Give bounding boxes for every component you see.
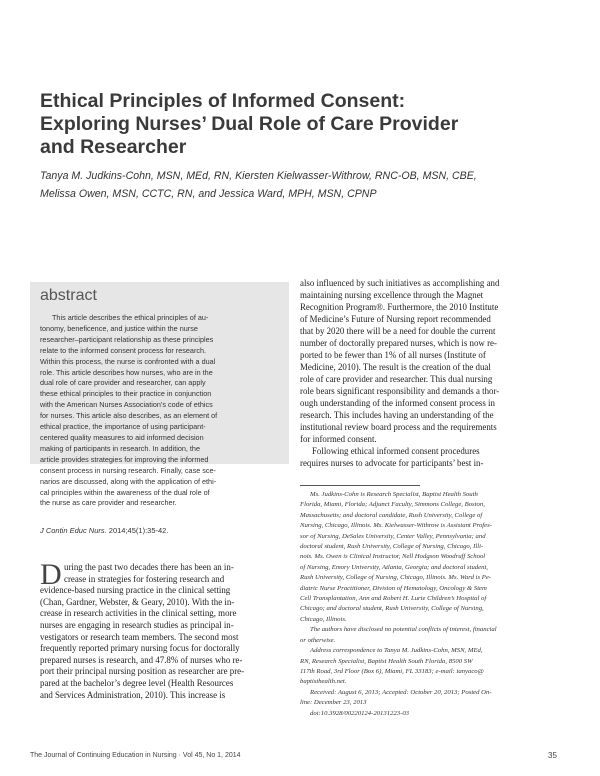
title-line: Exploring Nurses’ Dual Role of Care Provider — [40, 113, 459, 135]
footnote-line: Chicago, Illinois. — [300, 615, 347, 623]
title-line: Ethical Principles of Informed Consent: — [40, 90, 406, 112]
abstract-line: for nurses. This article also describes, as an element of — [40, 411, 218, 421]
page-number: 35 — [548, 751, 557, 760]
article-title — [40, 90, 560, 159]
body-line: port their principal nursing position as researcher are pre- — [40, 666, 245, 677]
abstract-line: ethical practice, the importance of using participant- — [40, 422, 206, 432]
abstract-line: narios are discussed, along with the application of ethi- — [40, 476, 217, 486]
abstract-line: researcher–participant relationship as these principles — [40, 334, 214, 344]
footnote-line: diatric Nurse Practitioner, Division of Hematology, Oncology & Stem — [300, 584, 487, 592]
footnote-line: Address correspondence to Tanya M. Judkins-Cohn, MSN, MEd, — [310, 647, 483, 655]
abstract-line: tonomy, beneficence, and justice within the nurse — [40, 323, 198, 333]
body-line: for informed consent. — [300, 434, 377, 444]
abstract-line: consent process in nursing research. Finally, case sce- — [40, 465, 216, 475]
body-line: vestigators or research team members. The second most — [40, 631, 239, 642]
body-line: and Services Administration, 2010). This increase is — [40, 689, 226, 700]
body-line: requires nurses to advocate for participants’ best in- — [300, 458, 484, 468]
citation-journal: J Contin Educ Nurs. — [40, 526, 107, 535]
abstract-line: article provides strategies for improving the informed — [40, 454, 209, 464]
footnote-line: sor of Nursing, DeSales University, Center Valley, Pennsylvania; and — [300, 532, 486, 540]
footnote-line: Rush University, College of Nursing, Chicago, Illinois. Ms. Ward is Pe- — [300, 574, 492, 582]
footnote-line: of Nursing, Emory University, Atlanta, Georgia; and doctoral student, — [300, 563, 488, 571]
body-line: of Medicine’s Future of Nursing report recommended — [300, 314, 491, 324]
body-line: maintaining nursing excellence through the Magnet — [300, 290, 484, 300]
footnote-line: or otherwise. — [300, 636, 336, 644]
abstract-line: Within this process, the nurse is confronted with a dual — [40, 356, 216, 366]
body-line: frequently reported primary nursing focus for doctorally — [40, 643, 240, 654]
footnote-line: nois. Ms. Owen is Clinical Instructor, Nell Hodgson Woodruff School — [300, 553, 486, 561]
citation-volume: 2014;45(1):35-42. — [106, 526, 169, 535]
footnote-line: Received: August 6, 2013; Accepted: October 20, 2013; Posted On- — [310, 688, 492, 696]
author-line: Tanya M. Judkins-Cohn, MSN, MEd, RN, Kiersten Kielwasser-Withrow, RNC-OB, MSN, CBE, — [40, 170, 477, 182]
body-line: role of care provider and researcher. This dual nursing — [300, 374, 493, 384]
abstract-line: cal principles within the awareness of the dual role of — [40, 487, 210, 497]
body-line: ported to be fewer than 1% of all nurses (Institute of — [300, 350, 486, 360]
body-line: nurses are engaging in research studies as principal in- — [40, 619, 234, 630]
body-line: institutional review board process and the requirements — [300, 422, 497, 432]
body-line: pared at the bachelor’s degree level (Health Resources — [40, 677, 234, 688]
footnote-line: Chicago; and doctoral student, Rush University, College of Nursing, — [300, 605, 484, 613]
abstract-line: This article describes the ethical principles of au- — [52, 313, 209, 322]
abstract-line: these ethical principles to their practice in conjunction — [40, 389, 212, 399]
footnote-line: Florida, Miami, Florida; Adjunct Faculty, Simmons College, Boston, — [300, 501, 485, 509]
body-line: number of doctorally prepared nurses, which is now re- — [300, 338, 497, 348]
footnote-divider — [300, 485, 420, 486]
citation — [40, 526, 168, 535]
footnote-line: line: December 23, 2013 — [300, 699, 367, 707]
abstract-line: centered quality measures to aid informed decision — [40, 432, 204, 442]
body-left-column — [40, 558, 285, 701]
body-line: that by 2020 there will be a need for double the current — [300, 326, 496, 336]
footnote-line: Ms. Judkins-Cohn is Research Specialist, Baptist Health South — [310, 491, 478, 498]
footnote-line: Nursing, Chicago, Illinois. Ms. Kielwasser-Withrow is Assistant Profes- — [300, 522, 492, 530]
body-right-column — [300, 277, 562, 469]
footnote-line: 117th Road, 3rd Floor (Box 6), Miami, FL 33183; e-mail: tanyaco@ — [300, 667, 484, 675]
title-line: and Researcher — [40, 136, 187, 158]
body-line: (Chan, Gardner, Webster, & Geary, 2010). With the in- — [40, 596, 235, 607]
body-line: uring the past two decades there has been an in- — [64, 562, 234, 572]
author-line: Melissa Owen, MSN, CCTC, RN, and Jessica Ward, MPH, MSN, CPNP — [40, 188, 377, 200]
abstract-heading: abstract — [40, 287, 97, 304]
body-line: evidence-based nursing practice in the clinical setting — [40, 585, 231, 596]
footnote-line: RN, Research Specialist, Baptist Health South Florida, 8500 SW — [300, 657, 473, 665]
body-line: Medicine, 2010). The result is the creation of the dual — [300, 362, 491, 372]
footnote-line: The authors have disclosed no potential conflicts of interest, financial — [310, 626, 497, 634]
body-line: role bears significant responsibility and demands a thor- — [300, 386, 500, 396]
abstract-line: role. This article describes how nurses, who are in the — [40, 367, 213, 377]
doi: doi:10.3928/00220124-20131223-03 — [310, 709, 410, 717]
body-line: crease in research activities in the clinical setting, more — [40, 608, 237, 619]
footnote-line: Massachusetts; and doctoral candidate, Rush University, College of — [300, 511, 483, 519]
drop-cap: D — [40, 558, 62, 591]
author-list — [40, 167, 570, 203]
body-line: research. This includes having an understanding of the — [300, 410, 494, 420]
author-footnotes — [300, 490, 562, 719]
footnote-line: doctoral student, Rush University, College of Nursing, Chicago, Illi- — [300, 543, 484, 551]
abstract-line: making of participants in research. In addition, the — [40, 443, 200, 453]
body-line: Following ethical informed consent procedures — [312, 446, 480, 456]
body-line: Recognition Program®. Furthermore, the 2010 Institute — [300, 302, 499, 312]
body-line: ough understanding of the informed consent process in — [300, 398, 495, 408]
body-line: also influenced by such initiatives as accomplishing and — [300, 278, 500, 288]
abstract-line: relate to the informed consent process for research. — [40, 345, 207, 355]
footnote-line: baptisthealth.net. — [300, 678, 347, 686]
body-line: crease in strategies for fostering research and — [64, 573, 225, 584]
abstract-line: with the American Nurses Association’s code of ethics — [40, 400, 213, 410]
body-line: prepared nurses is research, and 47.8% of nurses who re- — [40, 654, 243, 665]
journal-footer: The Journal of Continuing Education in Nursing · Vol 45, No 1, 2014 — [30, 752, 241, 759]
abstract-line: the nurse as care provider and researcher. — [40, 498, 177, 508]
abstract-text — [40, 313, 280, 509]
abstract-line: dual role of care provider and researcher, can apply — [40, 378, 206, 388]
footnote-line: Cell Transplantation, Ann and Robert H. Lurie Children’s Hospital of — [300, 595, 487, 603]
